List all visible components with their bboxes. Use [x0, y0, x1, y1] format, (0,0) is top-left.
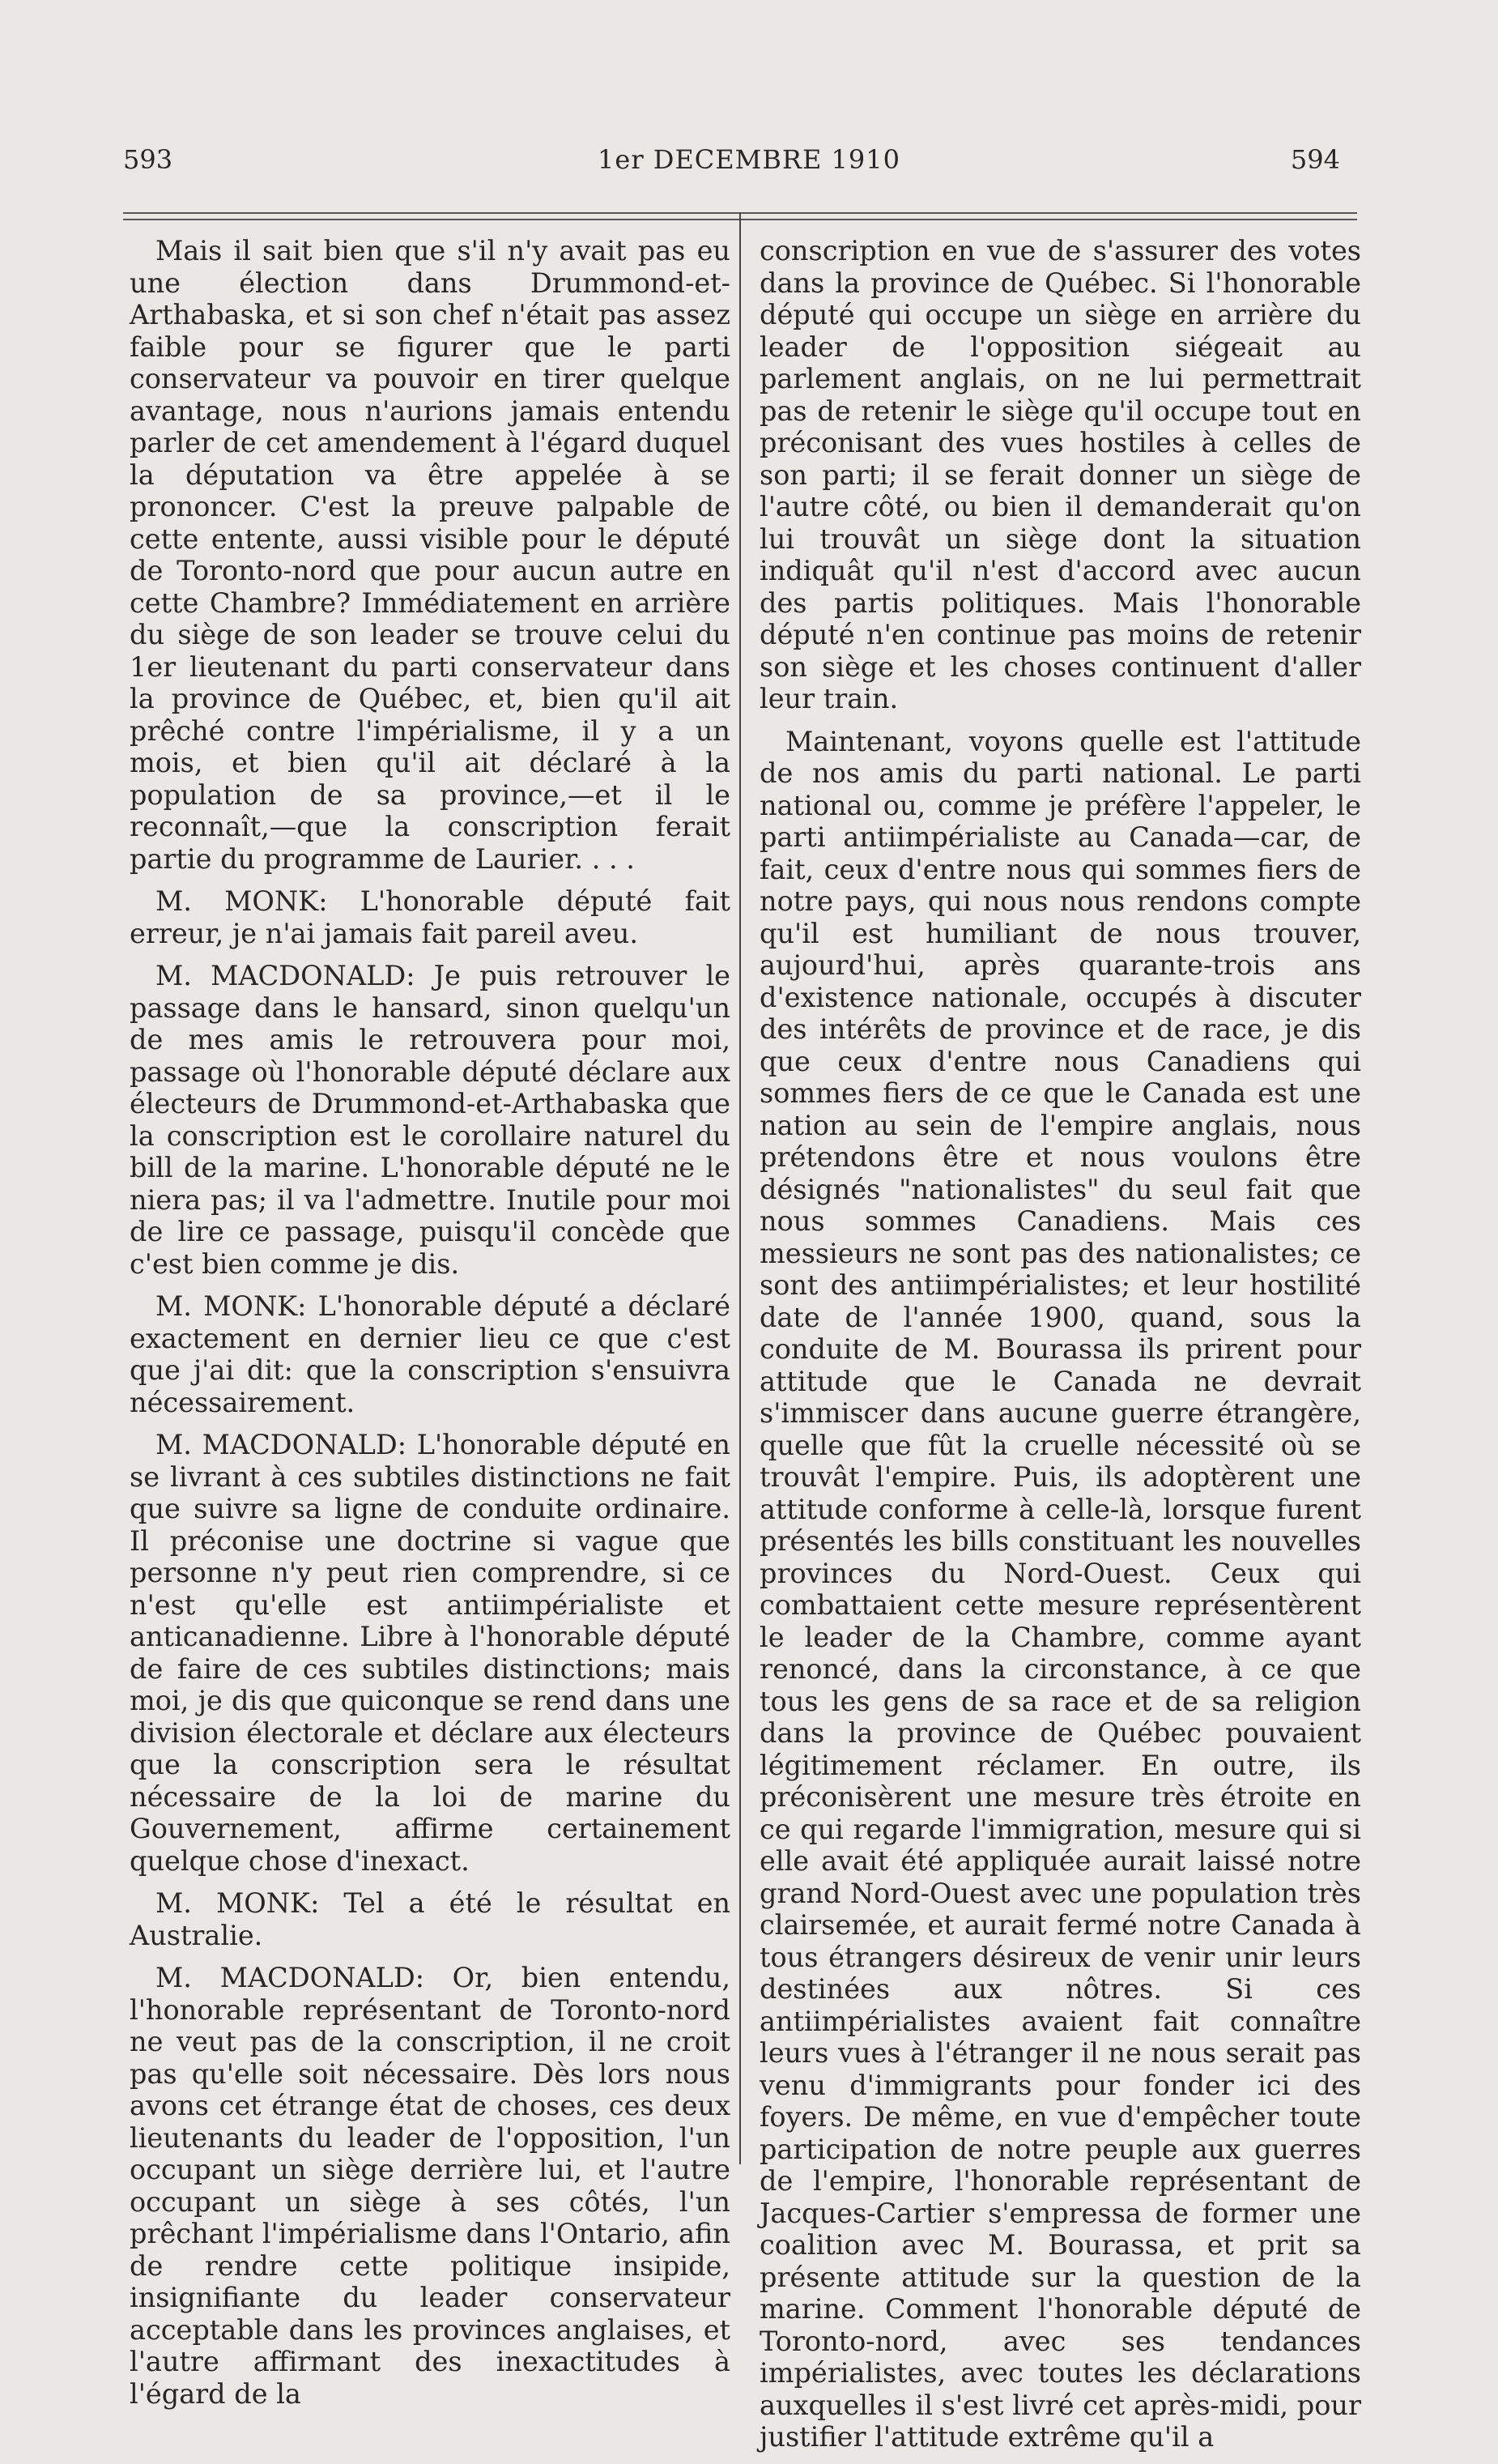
page-number-right: 594 [1290, 144, 1340, 175]
left-paragraph-3: M. MACDONALD: Je puis retrouver le passage dans le hansard, sinon quelqu'un de mes amis le retrouvera pour moi, passage où l'honorable député déclare aux électeurs de Drummond-et-Arthabaska que la conscription est le corollaire naturel du bill de la marine. L'honorable député ne le niera pas; il va l'admettre. Inutile pour moi de lire ce passage, puisqu'il concède que c'est bien comme je dis. [130, 960, 730, 1280]
left-paragraph-7: M. MACDONALD: Or, bien entendu, l'honorable représentant de Toronto-nord ne veut pas de la conscription, il ne croit pas qu'elle soit nécessaire. Dès lors nous avons cet étrange état de choses, ces deux lieutenants du leader de l'opposition, l'un occupant un siège derrière lui, et l'autre occupant un siège à ses côtés, l'un prêchant l'impérialisme dans l'Ontario, afin de rendre cette politique insipide, insignifiante du leader conservateur acceptable dans les provinces anglaises, et l'autre affirmant des inexactitudes à l'égard de la [130, 1962, 730, 2410]
page-date-title: 1er DECEMBRE 1910 [598, 144, 900, 175]
page-number-left: 593 [123, 144, 173, 175]
left-paragraph-6: M. MONK: Tel a été le résultat en Australie. [130, 1887, 730, 1951]
left-paragraph-1: Mais il sait bien que s'il n'y avait pas eu une élection dans Drummond-et-Arthabaska, et si son chef n'était pas assez faible pour se figurer que le parti conservateur va pouvoir en tirer quelque avantage, nous n'aurions jamais entendu parler de cet amendement à l'égard duquel la députation va être appelée à se prononcer. C'est la preuve palpable de cette entente, aussi visible pour le député de Toronto-nord que pour aucun autre en cette Chambre? Immédiatement en arrière du siège de son leader se trouve celui du 1er lieutenant du parti conservateur dans la province de Québec, et, bien qu'il ait prêché contre l'impérialisme, il y a un mois, et bien qu'il ait déclaré à la population de sa province,—et il le reconnaît,—que la conscription ferait partie du programme de Laurier. . . . [130, 235, 730, 875]
right-paragraph-1: conscription en vue de s'assurer des votes dans la province de Québec. Si l'honorable député qui occupe un siège en arrière du leader de l'opposition siégeait au parlement anglais, on ne lui permettrait pas de retenir le siège qu'il occupe tout en préconisant des vues hostiles à celles de son parti; il se ferait donner un siège de l'autre côté, ou bien il demanderait qu'on lui trouvât un siège dont la situation indiquât qu'il n'est d'accord avec aucun des partis politiques. Mais l'honorable député n'en continue pas moins de retenir son siège et les choses continuent d'aller leur train. [760, 235, 1361, 714]
right-paragraph-2: Maintenant, voyons quelle est l'attitude de nos amis du parti national. Le parti national ou, comme je préfère l'appeler, le parti antiimpérialiste au Canada—car, de fait, ceux d'entre nous qui sommes fiers de notre pays, qui nous nous rendons compte qu'il est humiliant de nous trouver, aujourd'hui, après quarante-trois ans d'existence nationale, occupés à discuter des intérêts de province et de race, je dis que ceux d'entre nous Canadiens qui sommes fiers de ce que le Canada est une nation au sein de l'empire anglais, nous prétendons être et nous voulons être désignés "nationalistes" du seul fait que nous sommes Canadiens. Mais ces messieurs ne sont pas des nationalistes; ce sont des antiimpérialistes; et leur hostilité date de l'année 1900, quand, sous la conduite de M. Bourassa ils prirent pour attitude que le Canada ne devrait s'immiscer dans aucune guerre étrangère, quelle que fût la cruelle nécessité où se trouvât l'empire. Puis, ils adoptèrent une attitude conforme à celle-là, lorsque furent présentés les bills constituant les nouvelles provinces du Nord-Ouest. Ceux qui combattaient cette mesure représentèrent le leader de la Chambre, comme ayant renoncé, dans la circonstance, à ce que tous les gens de sa race et de sa religion dans la province de Québec pouvaient légitimement réclamer. En outre, ils préconisèrent une mesure très étroite en ce qui regarde l'immigration, mesure qui si elle avait été appliquée aurait laissé notre grand Nord-Ouest avec une population très clairsemée, et aurait fermé notre Canada à tous étrangers désireux de venir unir leurs destinées aux nôtres. Si ces antiimpérialistes avaient fait connaître leurs vues à l'étranger il ne nous serait pas venu d'immigrants pour fonder ici des foyers. De même, en vue d'empêcher toute participation de notre peuple aux guerres de l'empire, l'honorable représentant de Jacques-Cartier s'empressa de former une coalition avec M. Bourassa, et prit sa présente attitude sur la question de la marine. Comment l'honorable député de Toronto-nord, avec ses tendances impérialistes, avec toutes les déclarations auxquelles il s'est livré cet après-midi, pour justifier l'attitude extrême qu'il a [760, 725, 1361, 2453]
left-paragraph-2: M. MONK: L'honorable député fait erreur, je n'ai jamais fait pareil aveu. [130, 885, 730, 949]
page-header [0, 144, 1498, 193]
left-paragraph-5: M. MACDONALD: L'honorable député en se livrant à ces subtiles distinctions ne fait que suivre sa ligne de conduite ordinaire. Il préconise une doctrine si vague que personne n'y peut rien comprendre, si ce n'est qu'elle est antiimpérialiste et anticanadienne. Libre à l'honorable député de faire de ces subtiles distinctions; mais moi, je dis que quiconque se rend dans une division électorale et déclare aux électeurs que la conscription sera le résultat nécessaire de la loi de marine du Gouvernement, affirme certainement quelque chose d'inexact. [130, 1429, 730, 1877]
left-column [130, 235, 730, 2420]
right-column [760, 235, 1361, 2464]
column-divider [739, 212, 741, 2164]
left-paragraph-4: M. MONK: L'honorable député a déclaré exactement en dernier lieu ce que c'est que j'ai dit: que la conscription s'ensuivra nécessairement. [130, 1290, 730, 1418]
